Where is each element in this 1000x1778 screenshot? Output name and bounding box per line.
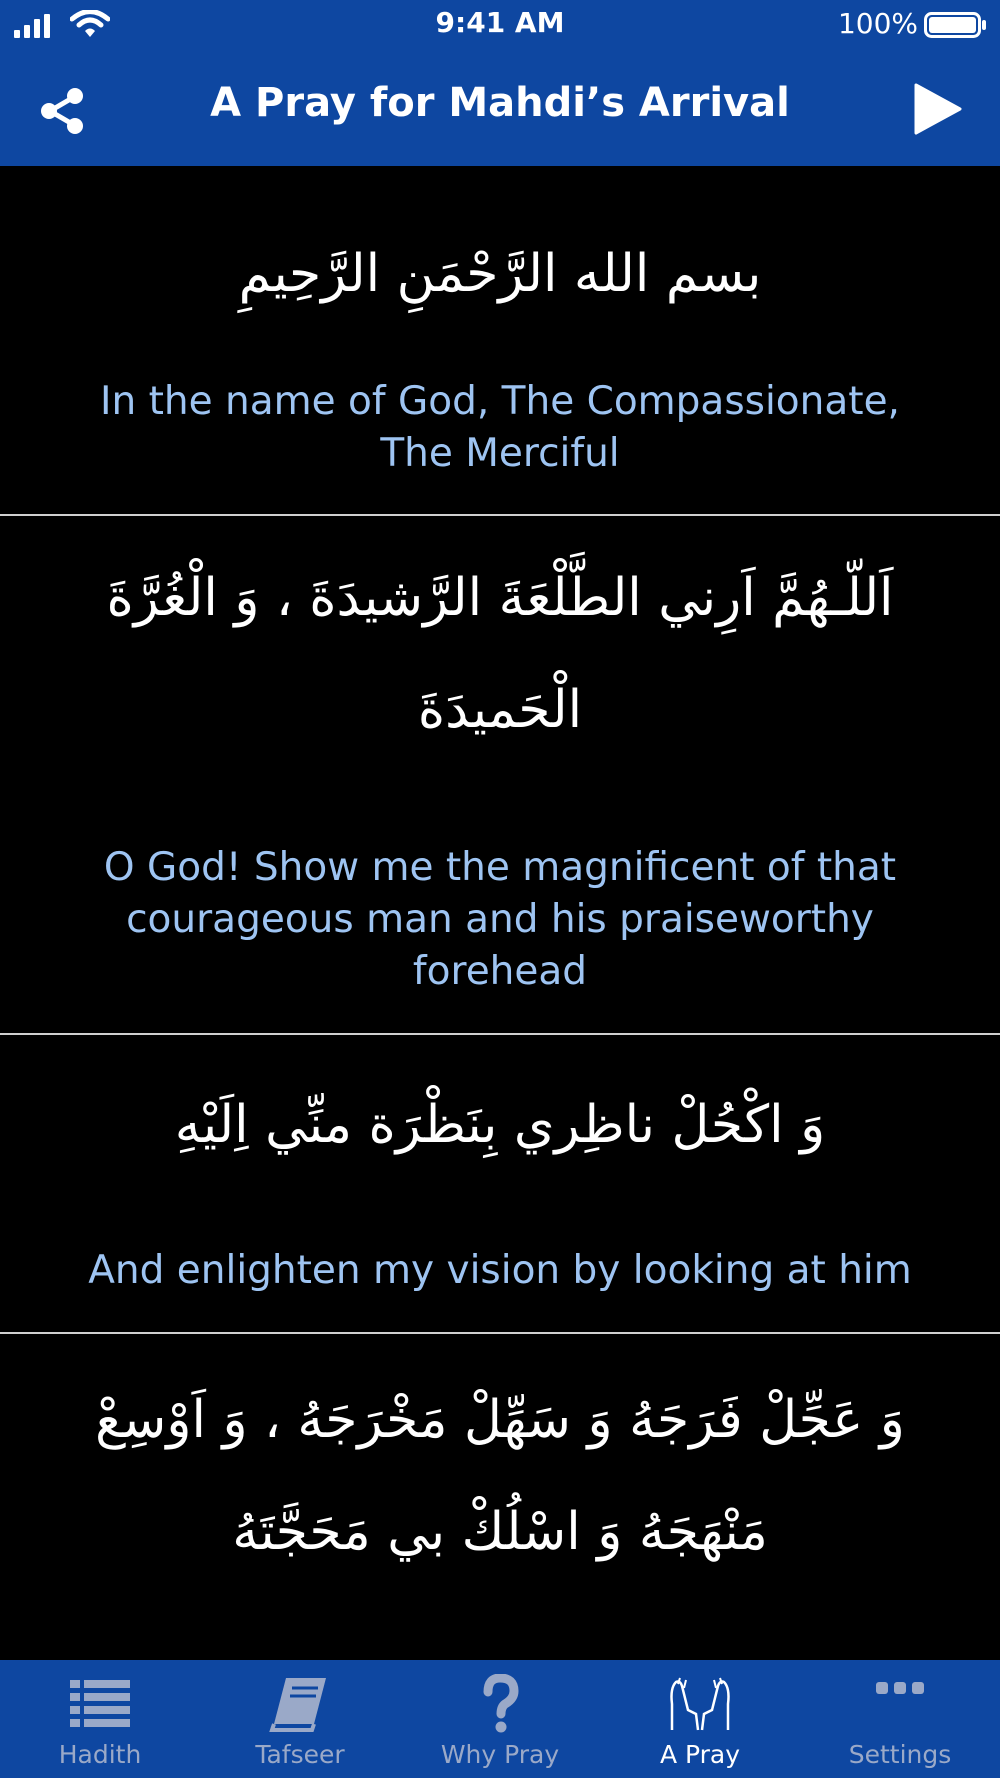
navigation-bar bbox=[0, 50, 1000, 166]
verse-item bbox=[0, 1334, 1000, 1660]
arabic-text: وَ عَجِّلْ فَرَجَهُ وَ سَهِّلْ مَخْرَجَهُ ، وَ اَوْسِعْ مَنْهَجَهُ وَ اسْلُكْ بي مَحَجَّتَهُ bbox=[95, 1390, 905, 1562]
verse-item bbox=[0, 1035, 1000, 1334]
list-icon bbox=[64, 1674, 136, 1734]
share-icon[interactable] bbox=[38, 86, 88, 136]
play-icon[interactable] bbox=[912, 82, 964, 136]
battery-percentage: 100% bbox=[837, 7, 918, 40]
tab-settings[interactable] bbox=[800, 1660, 1000, 1778]
translation-text: In the name of God, The Compassionate, The Merciful bbox=[100, 379, 900, 476]
book-icon bbox=[264, 1674, 336, 1734]
tab-a-pray[interactable] bbox=[600, 1660, 800, 1778]
arabic-text: اَللّـهُمَّ اَرِني الطَّلْعَةَ الرَّشيدَةَ ، وَ الْغُرَّةَ الْحَميدَةَ bbox=[106, 568, 894, 740]
verse-item bbox=[0, 166, 1000, 516]
tab-label: Settings bbox=[848, 1740, 952, 1769]
page-title: A Pray for Mahdi’s Arrival bbox=[210, 80, 790, 126]
tab-label: Hadith bbox=[58, 1740, 142, 1769]
tab-bar bbox=[0, 1660, 1000, 1778]
arabic-text: وَ اكْحُلْ ناظِري بِنَظْرَة منِّي اِلَيْهِ bbox=[174, 1095, 826, 1155]
tab-label: Tafseer bbox=[255, 1740, 345, 1769]
translation-text: And enlighten my vision by looking at him bbox=[88, 1248, 912, 1293]
battery-icon bbox=[924, 12, 988, 38]
verse-item bbox=[0, 516, 1000, 1035]
translation-text: O God! Show me the magnificent of that courageous man and his praiseworthy forehead bbox=[103, 845, 897, 994]
status-bar bbox=[0, 0, 1000, 50]
question-icon bbox=[464, 1674, 536, 1734]
tab-label: Why Pray bbox=[440, 1740, 560, 1769]
praying-hands-icon bbox=[664, 1674, 736, 1734]
tab-label: A Pray bbox=[659, 1740, 741, 1769]
status-time: 9:41 AM bbox=[435, 6, 565, 39]
tab-hadith[interactable] bbox=[0, 1660, 200, 1778]
more-icon bbox=[864, 1674, 936, 1734]
arabic-text: بسم الله الرَّحْمَنِ الرَّحِيمِ bbox=[238, 244, 762, 304]
tab-why-pray[interactable] bbox=[400, 1660, 600, 1778]
prayer-list[interactable] bbox=[0, 166, 1000, 1660]
tab-tafseer[interactable] bbox=[200, 1660, 400, 1778]
